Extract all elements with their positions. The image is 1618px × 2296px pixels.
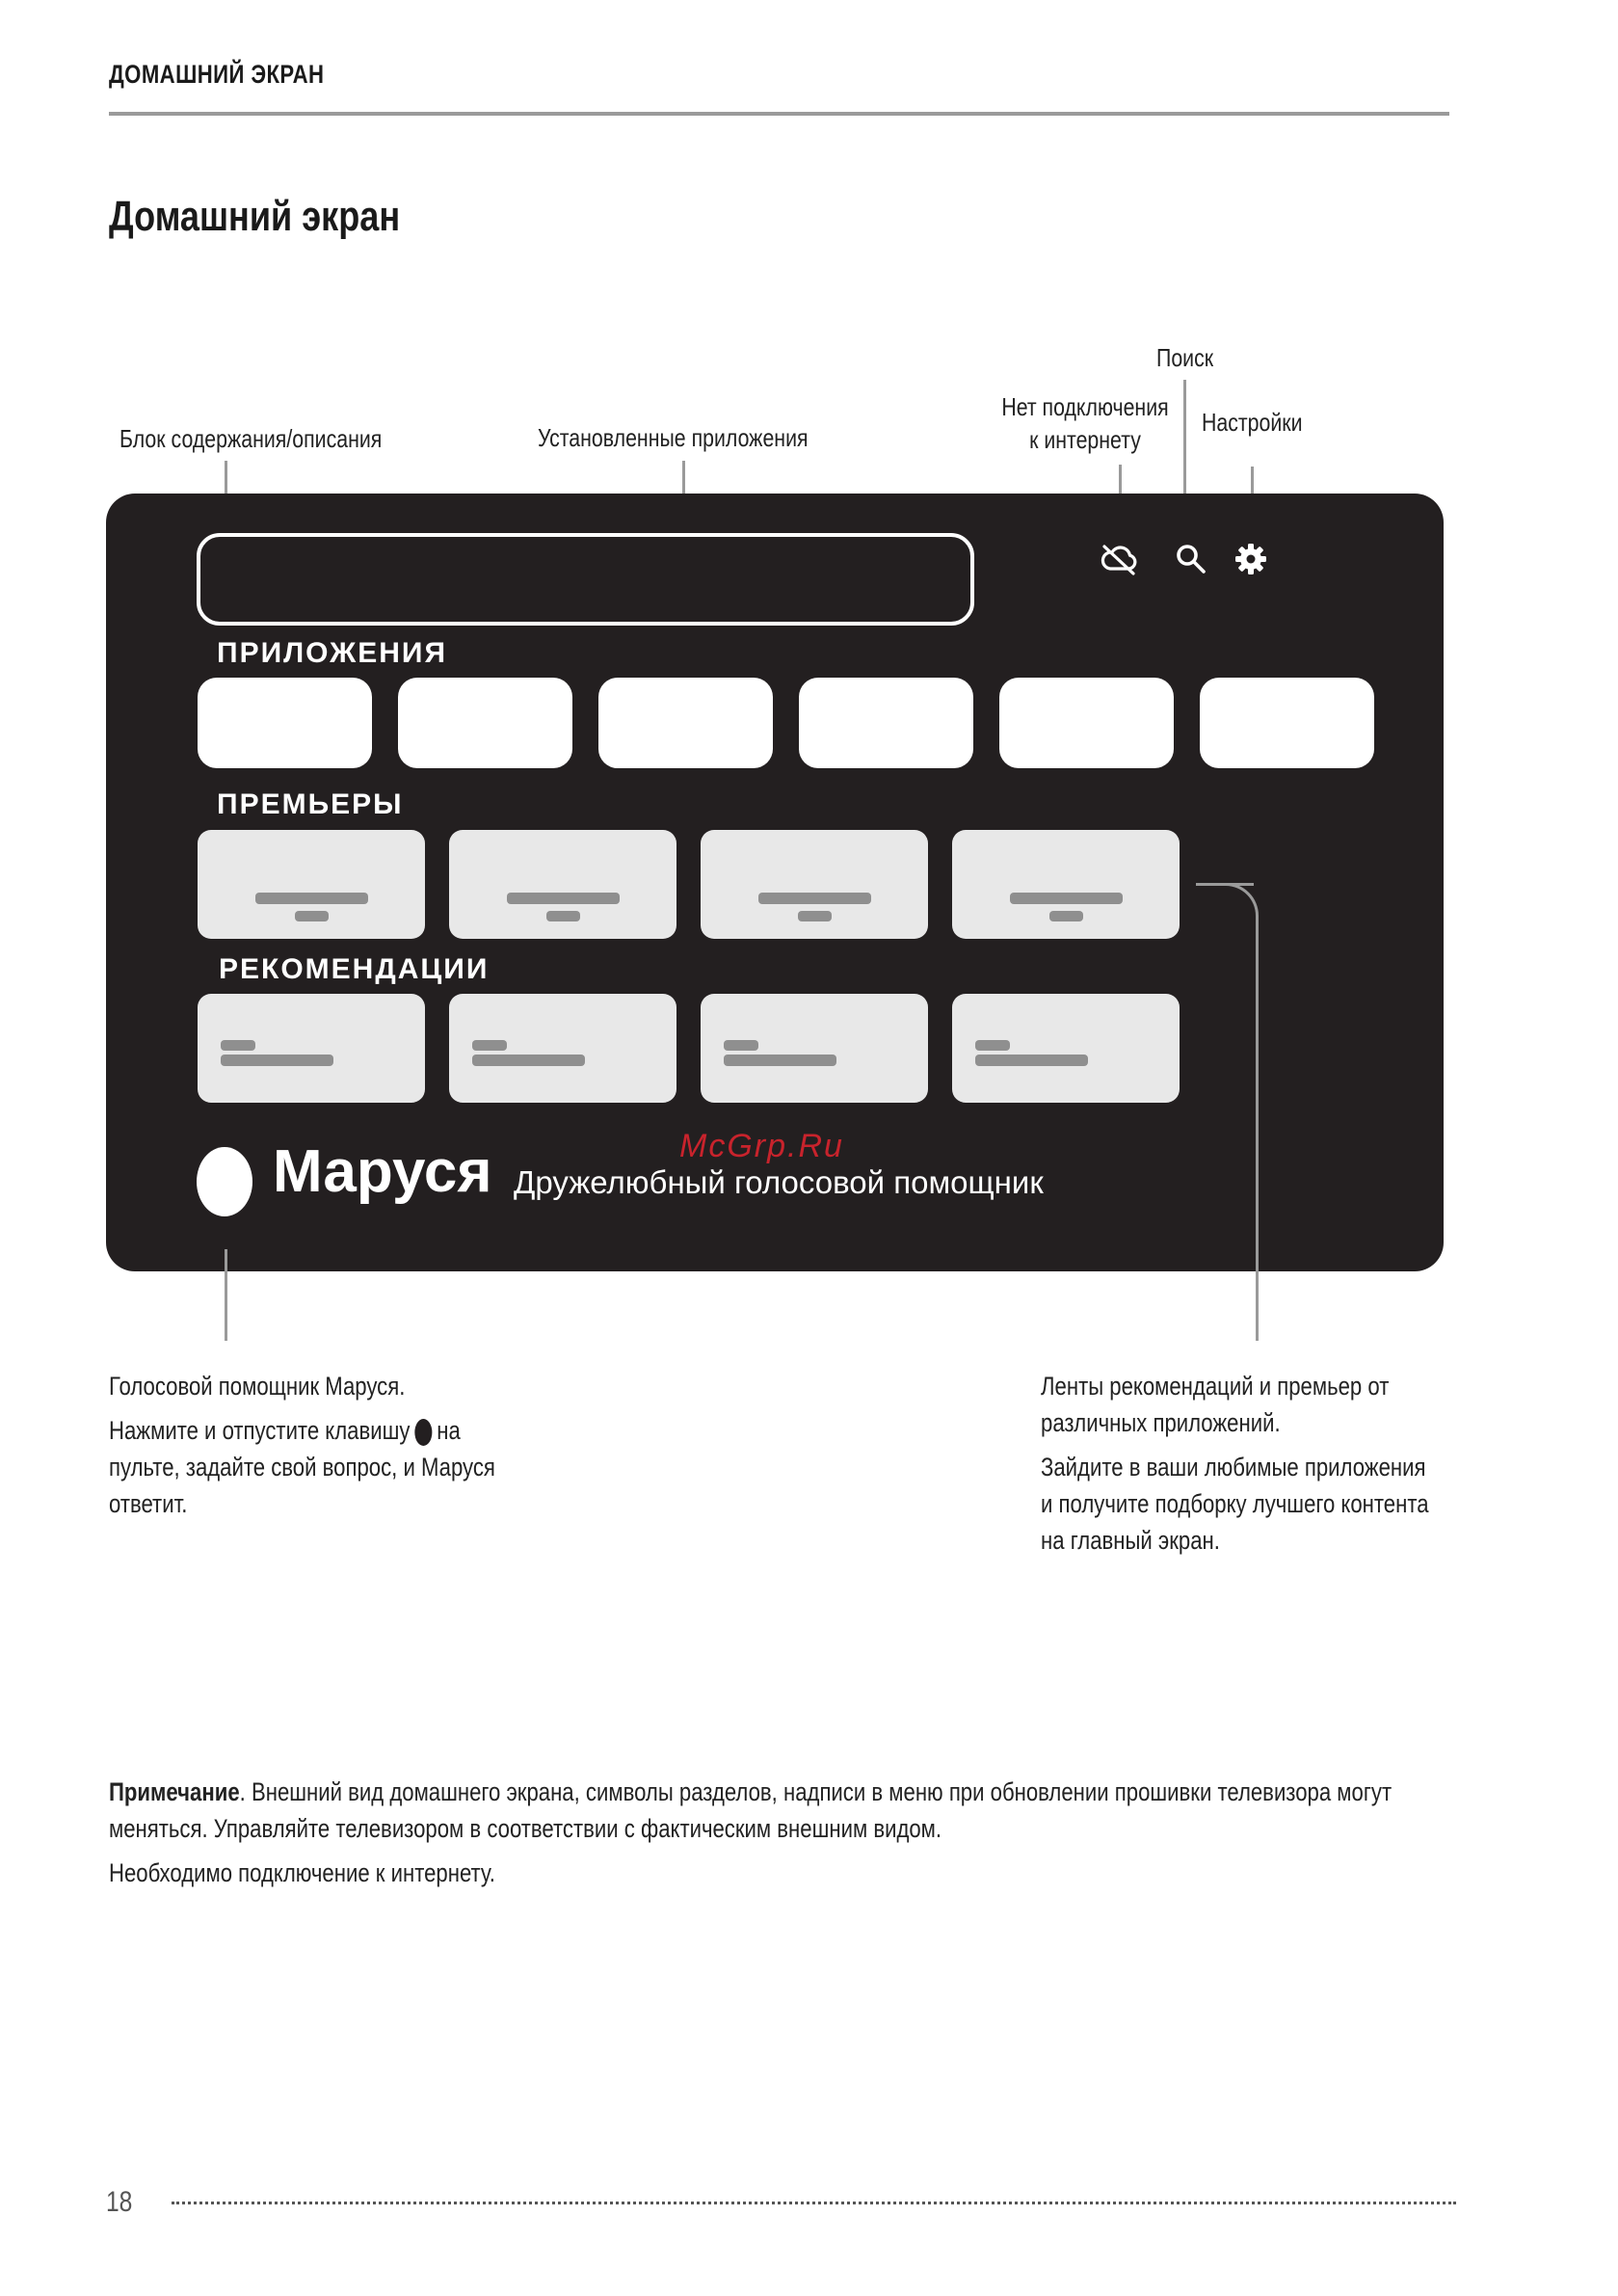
card-title-placeholder [221, 1055, 333, 1066]
header-rule [109, 112, 1449, 116]
marusya-desc-line4: ответит. [109, 1489, 188, 1518]
marusya-desc-line1: Голосовой помощник Маруся. [109, 1372, 406, 1401]
card-tag-placeholder [472, 1040, 507, 1051]
callout-settings: Настройки [1202, 408, 1303, 437]
card-subtitle-placeholder [295, 911, 329, 921]
recommendation-card[interactable] [449, 994, 676, 1103]
section-title-recommendations: РЕКОМЕНДАЦИИ [219, 953, 490, 985]
card-tag-placeholder [221, 1040, 255, 1051]
app-tile[interactable] [999, 678, 1174, 768]
marusya-desc-line2 [109, 1412, 495, 1449]
feeds-description [1041, 1368, 1429, 1559]
card-title-placeholder [724, 1055, 836, 1066]
leader-line-marusya [225, 1249, 227, 1341]
leader-line-feeds-b [1256, 916, 1259, 1341]
footer-dotted-rule [172, 2202, 1456, 2204]
watermark: McGrp.Ru [679, 1128, 844, 1164]
feeds-desc-line3: Зайдите в ваши любимые приложения [1041, 1453, 1426, 1482]
callout-no-internet-line1: Нет подключения [1001, 392, 1169, 421]
recommendation-card[interactable] [198, 994, 425, 1103]
app-tile[interactable] [598, 678, 773, 768]
premiere-card[interactable] [701, 830, 928, 939]
card-tag-placeholder [724, 1040, 758, 1051]
card-subtitle-placeholder [1049, 911, 1083, 921]
section-title-apps: ПРИЛОЖЕНИЯ [217, 637, 448, 669]
premiere-card[interactable] [952, 830, 1180, 939]
gear-icon[interactable] [1230, 538, 1272, 580]
marusya-desc-line3: пульте, задайте свой вопрос, и Маруся [109, 1453, 495, 1482]
card-title-placeholder [255, 893, 368, 904]
feeds-desc-line2: различных приложений. [1041, 1408, 1281, 1437]
app-tile[interactable] [198, 678, 372, 768]
assistant-tagline: Дружелюбный голосовой помощник [514, 1164, 1044, 1200]
feeds-desc-line4: и получите подборку лучшего контента [1041, 1489, 1429, 1518]
callout-search: Поиск [1156, 343, 1214, 372]
marusya-logo-icon [197, 1147, 252, 1216]
premiere-card[interactable] [449, 830, 676, 939]
card-title-placeholder [472, 1055, 585, 1066]
recommendation-card[interactable] [701, 994, 928, 1103]
card-title-placeholder [1010, 893, 1123, 904]
app-tile[interactable] [799, 678, 973, 768]
callout-installed-apps: Установленные приложения [538, 423, 809, 452]
card-title-placeholder [758, 893, 871, 904]
app-tile[interactable] [398, 678, 572, 768]
marusya-description [109, 1368, 495, 1522]
callout-no-internet [986, 390, 1185, 456]
content-description-block [197, 533, 974, 626]
note-text-1: . Внешний вид домашнего экрана, символы разделов, надписи в меню при обновлении прошивки телевизора могут [239, 1777, 1393, 1806]
card-title-placeholder [975, 1055, 1088, 1066]
note-label: Примечание [109, 1777, 240, 1806]
feeds-desc-line5: на главный экран. [1041, 1526, 1220, 1555]
card-subtitle-placeholder [798, 911, 832, 921]
section-title-premieres: ПРЕМЬЕРЫ [217, 788, 404, 820]
note-block [109, 1774, 1392, 1891]
running-title: ДОМАШНИЙ ЭКРАН [109, 60, 325, 89]
callout-no-internet-line2: к интернету [1029, 425, 1141, 454]
page-title: Домашний экран [109, 193, 401, 240]
search-icon[interactable] [1170, 538, 1212, 580]
note-line1 [109, 1774, 1392, 1810]
marusya-button-icon [414, 1419, 432, 1446]
app-tile[interactable] [1200, 678, 1374, 768]
page-number: 18 [106, 2186, 133, 2218]
marusya-desc-line2-after: на [437, 1416, 461, 1445]
note-line3: Необходимо подключение к интернету. [109, 1858, 495, 1887]
card-title-placeholder [507, 893, 620, 904]
callout-content-block: Блок содержания/описания [119, 424, 383, 453]
recommendation-card[interactable] [952, 994, 1180, 1103]
premiere-card[interactable] [198, 830, 425, 939]
marusya-desc-line2-before: Нажмите и отпустите клавишу [109, 1416, 411, 1445]
note-line2: меняться. Управляйте телевизором в соответствии с фактическим внешним видом. [109, 1814, 942, 1843]
cloud-off-icon[interactable] [1099, 538, 1141, 580]
card-tag-placeholder [975, 1040, 1010, 1051]
feeds-desc-line1: Ленты рекомендаций и премьер от [1041, 1372, 1390, 1401]
assistant-name: Маруся [273, 1138, 492, 1205]
card-subtitle-placeholder [546, 911, 580, 921]
